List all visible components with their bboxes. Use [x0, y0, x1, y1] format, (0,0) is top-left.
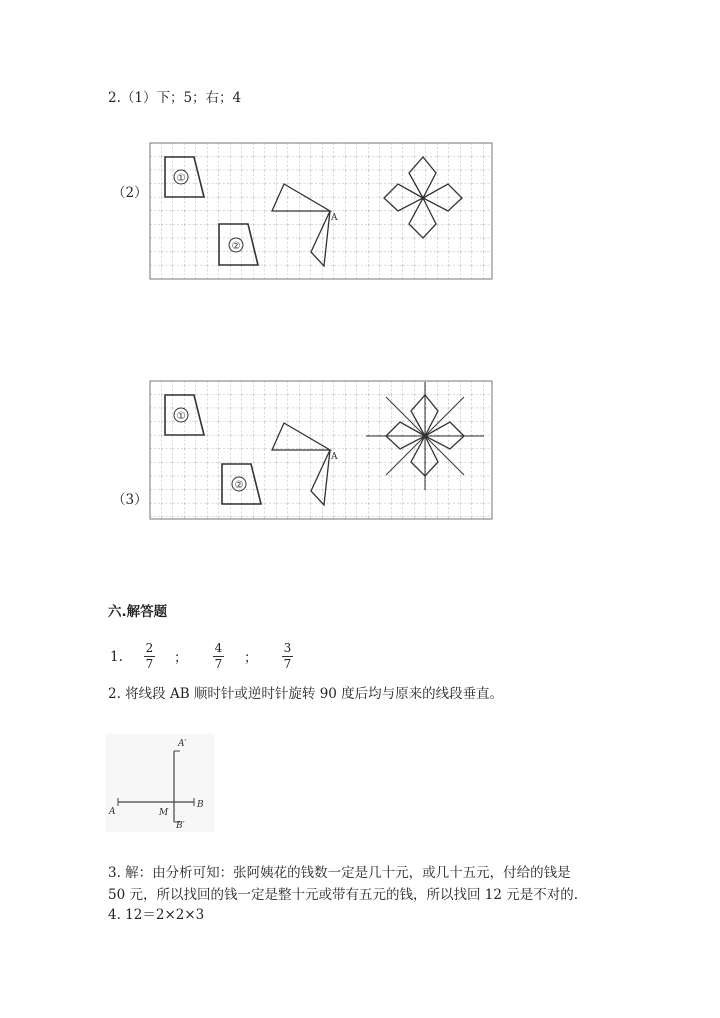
label-b: B: [197, 800, 204, 810]
answer-2-part1: 2.（1）下；5；右；4: [108, 90, 242, 106]
shape-2-label: ②: [234, 480, 244, 491]
fraction-2-denominator: 7: [214, 657, 223, 671]
shape-1-label: ①: [176, 173, 186, 184]
shape-1-label: ①: [176, 411, 186, 422]
grid-figure-part2: [146, 140, 496, 282]
answer-4: 4. 12＝2×2×3: [108, 907, 205, 923]
answer-3-line2: 50 元，所以找回的钱一定是整十元或带有五元的钱，所以找回 12 元是不对的.: [108, 887, 579, 903]
answer-2-part3-label: （3）: [112, 492, 148, 508]
flower-center: [423, 434, 427, 438]
fraction-1-denominator: 7: [145, 657, 154, 671]
answer-1-number: 1.: [110, 649, 123, 665]
shape-2-label: ②: [231, 241, 241, 252]
fraction-3-denominator: 7: [283, 657, 292, 671]
fraction-3: [282, 642, 293, 671]
flower-center: [421, 196, 425, 200]
answer-2-text: 2. 将线段 AB 顺时针或逆时针旋转 90 度后均与原来的线段垂直。: [108, 686, 504, 702]
separator-1: ；: [174, 650, 188, 666]
section-heading: 六.解答题: [108, 604, 168, 620]
fraction-1-numerator: 2: [145, 641, 154, 655]
label-b-prime: B′: [176, 821, 185, 831]
fraction-2-numerator: 4: [214, 641, 223, 655]
label-m: M: [159, 808, 169, 818]
answer-2-part2-label: （2）: [112, 185, 148, 201]
label-a-prime: A′: [178, 739, 187, 749]
point-a-label: A: [331, 452, 338, 462]
grid-figure-part3: [146, 378, 496, 522]
label-a: A: [109, 807, 116, 817]
point-a-label: A: [331, 213, 338, 223]
separator-2: ；: [244, 650, 258, 666]
fraction-3-numerator: 3: [283, 641, 292, 655]
rotation-figure: [106, 734, 214, 832]
fraction-2: [213, 642, 224, 671]
fraction-1: [144, 642, 155, 671]
answer-3-line1: 3. 解：由分析可知：张阿姨花的钱数一定是几十元，或几十五元，付给的钱是: [108, 865, 571, 881]
